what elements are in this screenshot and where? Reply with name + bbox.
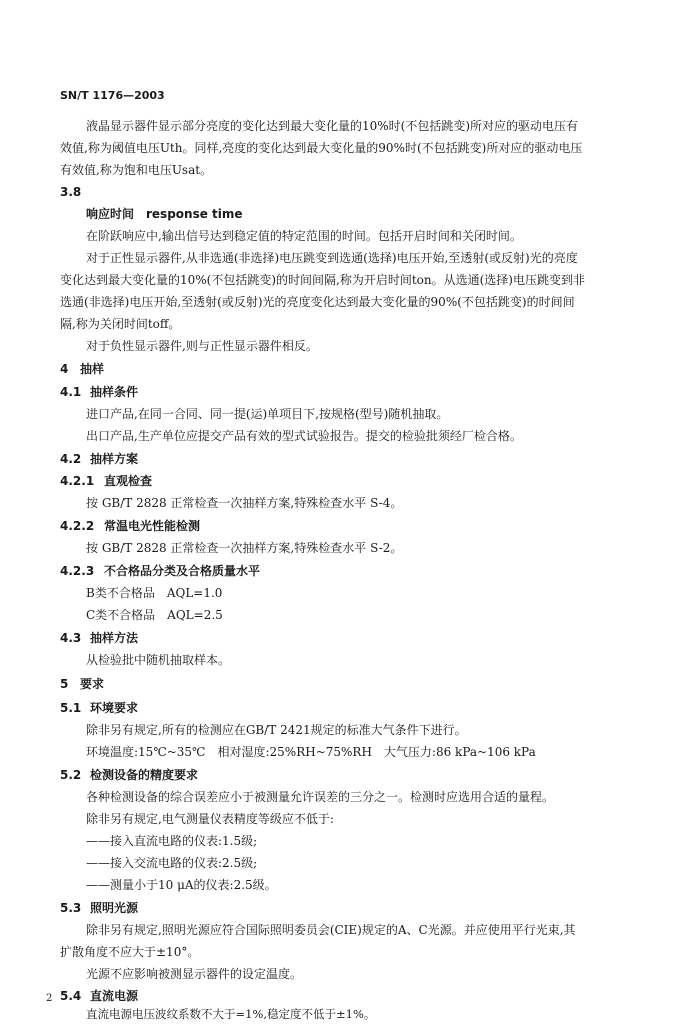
section-title: 抽样方案	[90, 452, 139, 466]
page-number: 2	[46, 993, 53, 1004]
section-number: 5.3	[60, 901, 82, 915]
term-title: 响应时间 response time	[86, 207, 243, 221]
section-title: 不合格品分类及合格质量水平	[104, 564, 261, 578]
section-number: 4.2.1	[60, 474, 95, 488]
section-number: 5.2	[60, 768, 82, 782]
paragraph-line: 变化达到最大变化量的10%(不包括跳变)的时间间隔,称为开启时间ton。从选通(选择)电压跳变到非	[60, 273, 585, 287]
section-title: 照明光源	[90, 901, 139, 915]
paragraph-line: C类不合格品 AQL=2.5	[86, 608, 223, 622]
section-title: 环境要求	[90, 701, 139, 715]
paragraph-line: 进口产品,在同一合同、同一提(运)单项目下,按规格(型号)随机抽取。	[86, 407, 449, 421]
paragraph-line: 除非另有规定,电气测量仪表精度等级应不低于:	[86, 812, 334, 826]
paragraph-line: 对于负性显示器件,则与正性显示器件相反。	[86, 339, 318, 353]
paragraph-line: 效值,称为阈值电压Uth。同样,亮度的变化达到最大变化量的90%时(不包括跳变)所对应的驱动电压	[60, 141, 583, 155]
paragraph-line: B类不合格品 AQL=1.0	[86, 586, 223, 600]
paragraph-line: 环境温度:15℃~35℃ 相对湿度:25%RH~75%RH 大气压力:86 kPa~106 kPa	[86, 745, 536, 759]
section-number: 4.2.2	[60, 519, 95, 533]
paragraph-line: 直流电源电压波纹系数不大于=1%,稳定度不低于±1%。	[86, 1007, 376, 1021]
section-title: 抽样方法	[90, 631, 139, 645]
section-title: 常温电光性能检测	[104, 519, 201, 533]
section-title: 抽样条件	[90, 385, 139, 399]
paragraph-line: 按 GB/T 2828 正常检查一次抽样方案,特殊检查水平 S-4。	[86, 496, 403, 510]
section-number: 4.1	[60, 385, 82, 399]
paragraph-line: 选通(非选择)电压开始,至透射(或反射)光的亮度变化达到最大变化量的90%(不包括跳变)的时间间	[60, 295, 575, 309]
paragraph-line: 有效值,称为饱和电压Usat。	[60, 163, 213, 177]
section-number: 5.1	[60, 701, 82, 715]
list-item: ——测量小于10 μA的仪表:2.5级。	[86, 878, 277, 892]
paragraph-line: 从检验批中随机抽取样本。	[86, 653, 231, 667]
section-title: 检测设备的精度要求	[90, 768, 199, 782]
paragraph-line: 光源不应影响被测显示器件的设定温度。	[86, 967, 303, 981]
section-title: 抽样	[80, 362, 105, 376]
list-item: ——接入直流电路的仪表:1.5级;	[86, 834, 258, 848]
standard-number: SN/T 1176—2003	[60, 89, 165, 102]
paragraph-line: 在阶跃响应中,输出信号达到稳定值的特定范围的时间。包括开启时间和关闭时间。	[86, 229, 522, 243]
paragraph-line: 各种检测设备的综合误差应小于被测量允许误差的三分之一。检测时应选用合适的量程。	[86, 790, 555, 804]
section-number: 4.3	[60, 631, 82, 645]
paragraph-line: 出口产品,生产单位应提交产品有效的型式试验报告。提交的检验批须经厂检合格。	[86, 429, 522, 443]
section-title: 要求	[80, 677, 105, 691]
section-number: 4	[60, 362, 69, 376]
paragraph-line: 隔,称为关闭时间toff。	[60, 317, 181, 331]
list-item: ——接入交流电路的仪表:2.5级;	[86, 856, 258, 870]
section-number: 3.8	[60, 185, 82, 199]
section-number: 5	[60, 677, 69, 691]
section-title: 直流电源	[90, 989, 139, 1003]
paragraph-line: 除非另有规定,所有的检测应在GB/T 2421规定的标准大气条件下进行。	[86, 723, 467, 737]
section-number: 4.2.3	[60, 564, 95, 578]
paragraph-line: 除非另有规定,照明光源应符合国际照明委员会(CIE)规定的A、C光源。并应使用平行光束,其	[86, 923, 576, 937]
section-title: 直观检查	[104, 474, 153, 488]
paragraph-line: 对于正性显示器件,从非选通(非选择)电压跳变到选通(选择)电压开始,至透射(或反射)光的亮度	[86, 251, 578, 265]
paragraph-line: 按 GB/T 2828 正常检查一次抽样方案,特殊检查水平 S-2。	[86, 541, 403, 555]
section-number: 5.4	[60, 989, 82, 1003]
section-number: 4.2	[60, 452, 82, 466]
paragraph-line: 液晶显示器件显示部分亮度的变化达到最大变化量的10%时(不包括跳变)所对应的驱动电压有	[86, 119, 579, 133]
paragraph-line: 扩散角度不应大于±10°。	[60, 945, 200, 959]
